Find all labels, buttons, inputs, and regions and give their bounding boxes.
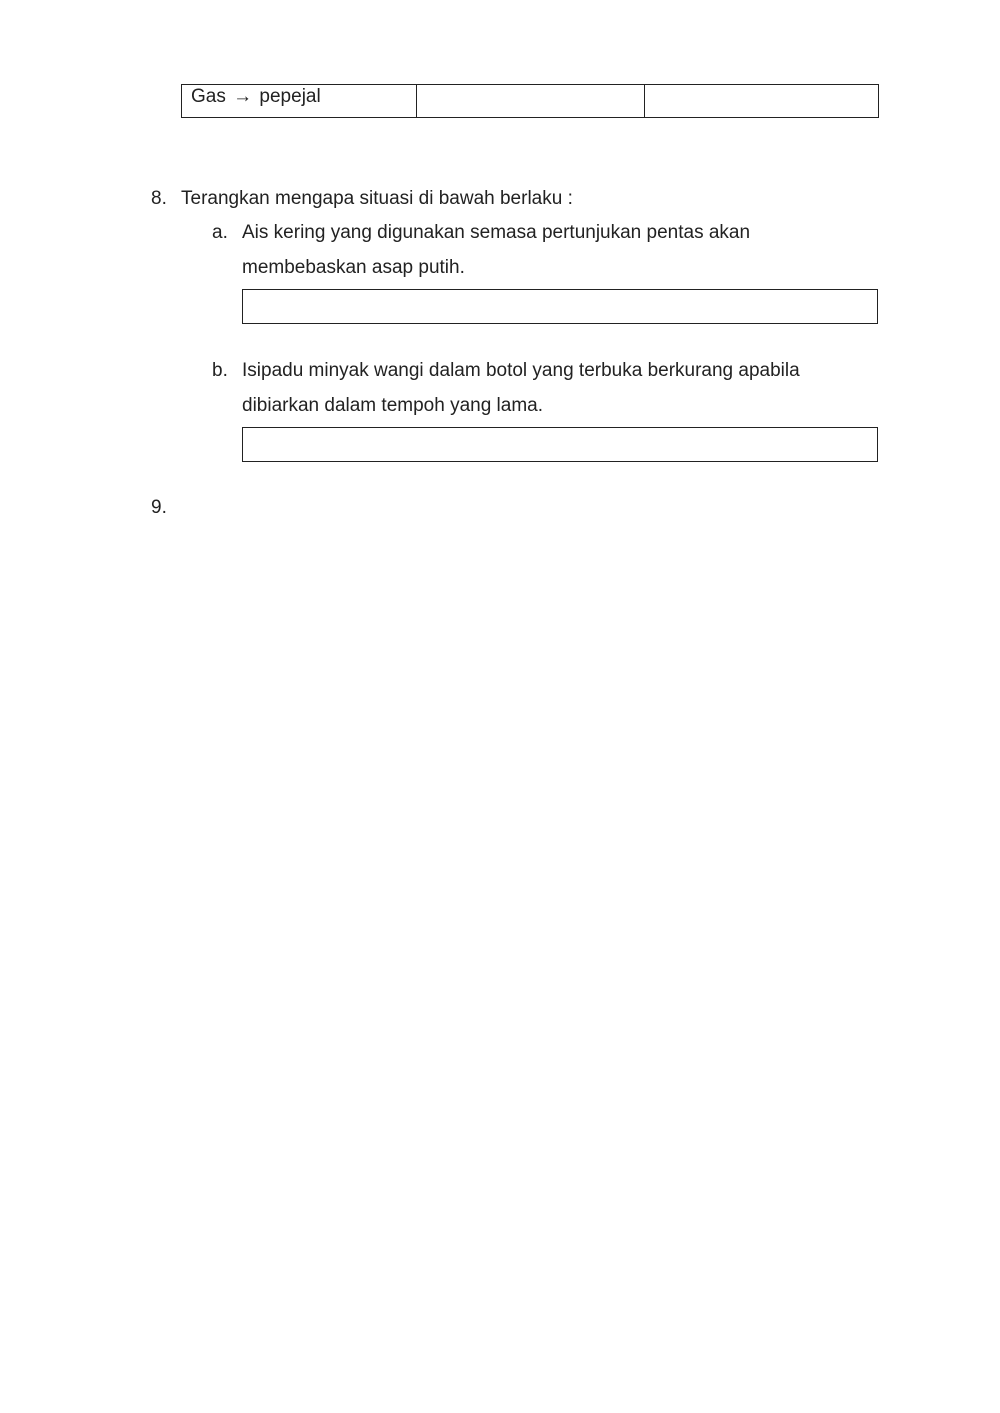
arrow-right-icon: → [233,86,253,107]
answer-box-8b[interactable] [242,427,878,462]
table-cell-blank-2[interactable] [645,85,879,118]
question-8b-line-1: Isipadu minyak wangi dalam botol yang terbuka berkurang apabila [242,360,800,381]
question-8b-letter: b. [212,360,228,381]
question-8-text: Terangkan mengapa situasi di bawah berlaku : [181,188,573,209]
answer-box-8a[interactable] [242,289,878,324]
question-9-number: 9. [151,497,167,518]
question-8-number: 8. [151,188,167,209]
table-row [182,85,879,118]
question-8a-line-1: Ais kering yang digunakan semasa pertunjukan pentas akan [242,222,751,243]
cell-gas-label: Gas [191,86,226,107]
table-cell-blank-1[interactable] [417,85,645,118]
question-8a-line-2: membebaskan asap putih. [242,257,465,278]
question-8b-line-2: dibiarkan dalam tempoh yang lama. [242,395,544,416]
state-change-table [181,84,879,118]
question-8a-letter: a. [212,222,228,243]
cell-solid-label: pepejal [259,86,321,107]
table-cell-change [182,85,417,118]
